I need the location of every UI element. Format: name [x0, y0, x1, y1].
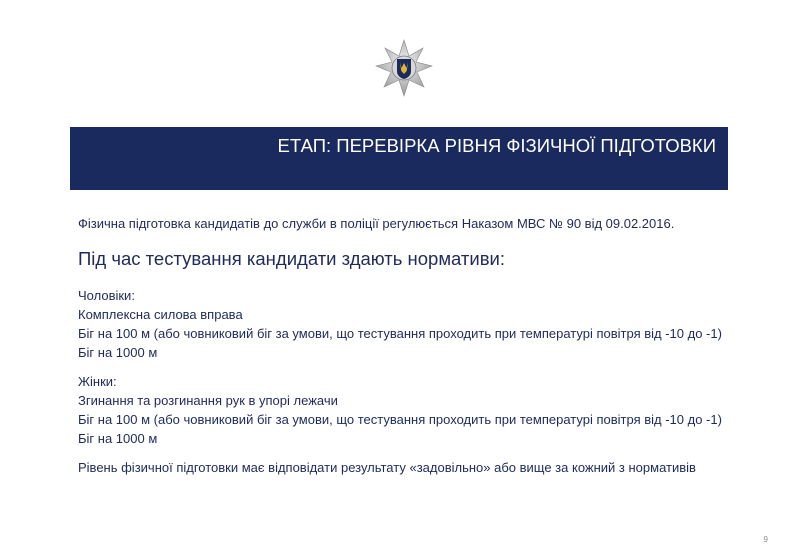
women-title: Жінки:	[78, 374, 117, 389]
list-item: Згинання та розгинання рук в упорі лежачи	[78, 393, 338, 408]
list-item: Комплексна силова вправа	[78, 307, 243, 322]
police-star-emblem-icon	[374, 38, 434, 98]
men-standards	[78, 286, 738, 362]
intro-text: Фізична підготовка кандидатів до служби в поліції регулюється Наказом МВС № 90 від 09.02.2016.	[78, 216, 675, 231]
main-content	[78, 214, 738, 477]
men-title: Чоловіки:	[78, 288, 135, 303]
requirement-text: Рівень фізичної підготовки має відповідати результату «задовільно» або вище за кожний з нормативів	[78, 460, 696, 475]
list-item: Біг на 100 м (або човниковий біг за умови, що тестування проходить при температурі повітря від -10 до -1) Біг на 1000 м	[78, 412, 722, 446]
list-item: Біг на 100 м (або човниковий біг за умови, що тестування проходить при температурі повітря від -10 до -1) Біг на 1000 м	[78, 326, 722, 360]
subheading: Під час тестування кандидати здають нормативи:	[78, 248, 506, 269]
page-title: ЕТАП: ПЕРЕВІРКА РІВНЯ ФІЗИЧНОЇ ПІДГОТОВКИ	[277, 135, 716, 156]
title-banner	[70, 127, 728, 190]
page-number: 9	[763, 535, 768, 544]
women-standards	[78, 372, 738, 448]
